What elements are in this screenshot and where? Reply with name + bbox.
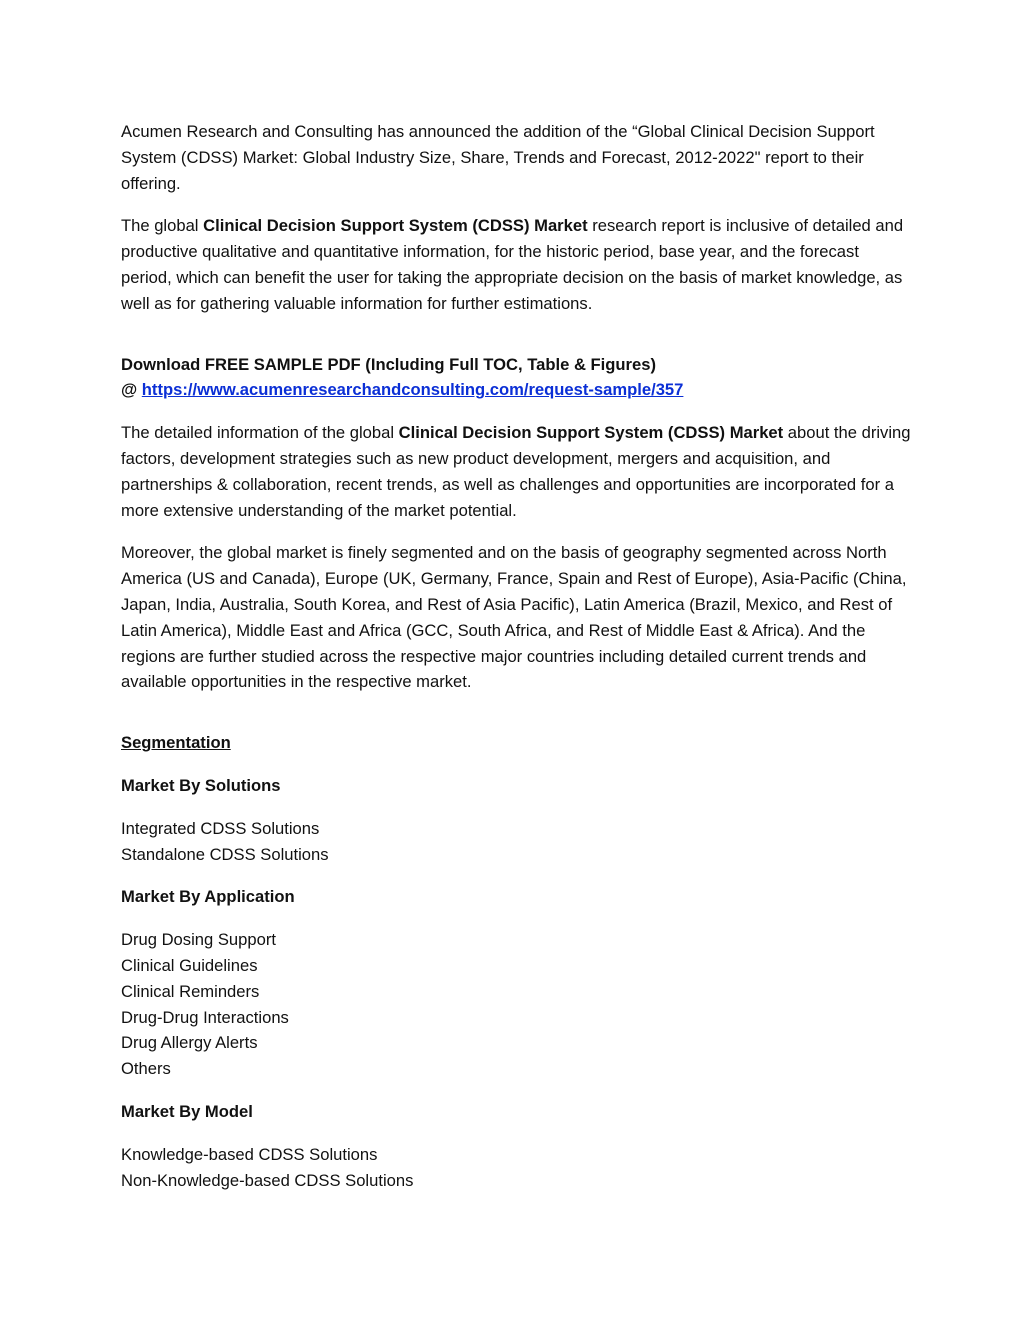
list-item: Clinical Guidelines — [121, 955, 258, 975]
segment-group-title — [121, 884, 911, 910]
overview-market-name: Clinical Decision Support System (CDSS) Market — [203, 216, 588, 236]
overview-text-post: research report is inclusive of detailed and productive qualitative and quantitative information, for the historic period, base year, and the forecast period, which can benefit the user for taking the appropriate decision on the basis of market knowledge, as well as for gathering valuable information for further estimations. — [121, 216, 904, 313]
list-item: Knowledge-based CDSS Solutions — [121, 1144, 378, 1164]
segment-group-title — [121, 1099, 911, 1125]
list-item: Integrated CDSS Solutions — [121, 818, 320, 838]
segment-group-title — [121, 773, 911, 799]
download-block — [121, 352, 911, 404]
application-heading: Market By Application — [121, 887, 295, 907]
segmentation-title: Segmentation — [121, 733, 231, 753]
geography-paragraph: Moreover, the global market is finely segmented and on the basis of geography segmented across North America (US and Canada), Europe (UK, Germany, France, Spain and Rest of Europe), Asia-Pacific (China, Japan, India, Australia, South Korea, and Rest of Asia Pacific), Latin America (Brazil, Mexico, and Rest of Latin America), Middle East and Africa (GCC, South Africa, and Rest of Middle East & Africa). And the regions are further studied across the respective major countries including detailed current trends and available opportunities in the respective market. — [121, 543, 907, 692]
segment-group-list — [121, 1142, 911, 1194]
list-item: Others — [121, 1059, 171, 1079]
download-label: Download FREE SAMPLE PDF (Including Full TOC, Table & Figures) — [121, 354, 657, 374]
list-item: Standalone CDSS Solutions — [121, 844, 329, 864]
list-item: Non-Knowledge-based CDSS Solutions — [121, 1170, 414, 1190]
list-item: Drug Allergy Alerts — [121, 1033, 258, 1053]
segmentation-heading — [121, 730, 911, 756]
details-text-post: about the driving factors, development strategies such as new product development, mergers and acquisition, and partnerships & collaboration, recent trends, as well as challenges and opportunities are incorporated for a more extensive understanding of the market potential. — [121, 423, 911, 520]
overview-text-pre: The global — [121, 216, 204, 236]
solutions-heading: Market By Solutions — [121, 775, 281, 795]
model-heading: Market By Model — [121, 1101, 253, 1121]
sample-request-link[interactable]: https://www.acumenresearchandconsulting.com/request-sample/357 — [141, 380, 684, 400]
details-text-pre: The detailed information of the global — [121, 423, 399, 443]
list-item: Drug Dosing Support — [121, 930, 276, 950]
details-market-name: Clinical Decision Support System (CDSS) Market — [398, 423, 784, 443]
segment-group-list — [121, 816, 911, 868]
details-paragraph — [121, 420, 911, 523]
segment-group-list — [121, 927, 911, 1082]
list-item: Drug-Drug Interactions — [121, 1007, 289, 1027]
download-at-sign: @ — [121, 380, 142, 400]
overview-paragraph — [121, 213, 911, 316]
document-page — [121, 119, 911, 1210]
intro-paragraph: Acumen Research and Consulting has announced the addition of the “Global Clinical Decision Support System (CDSS) Market: Global Industry Size, Share, Trends and Forecast, 2012-2022" report to their offering. — [121, 122, 875, 193]
list-item: Clinical Reminders — [121, 981, 260, 1001]
